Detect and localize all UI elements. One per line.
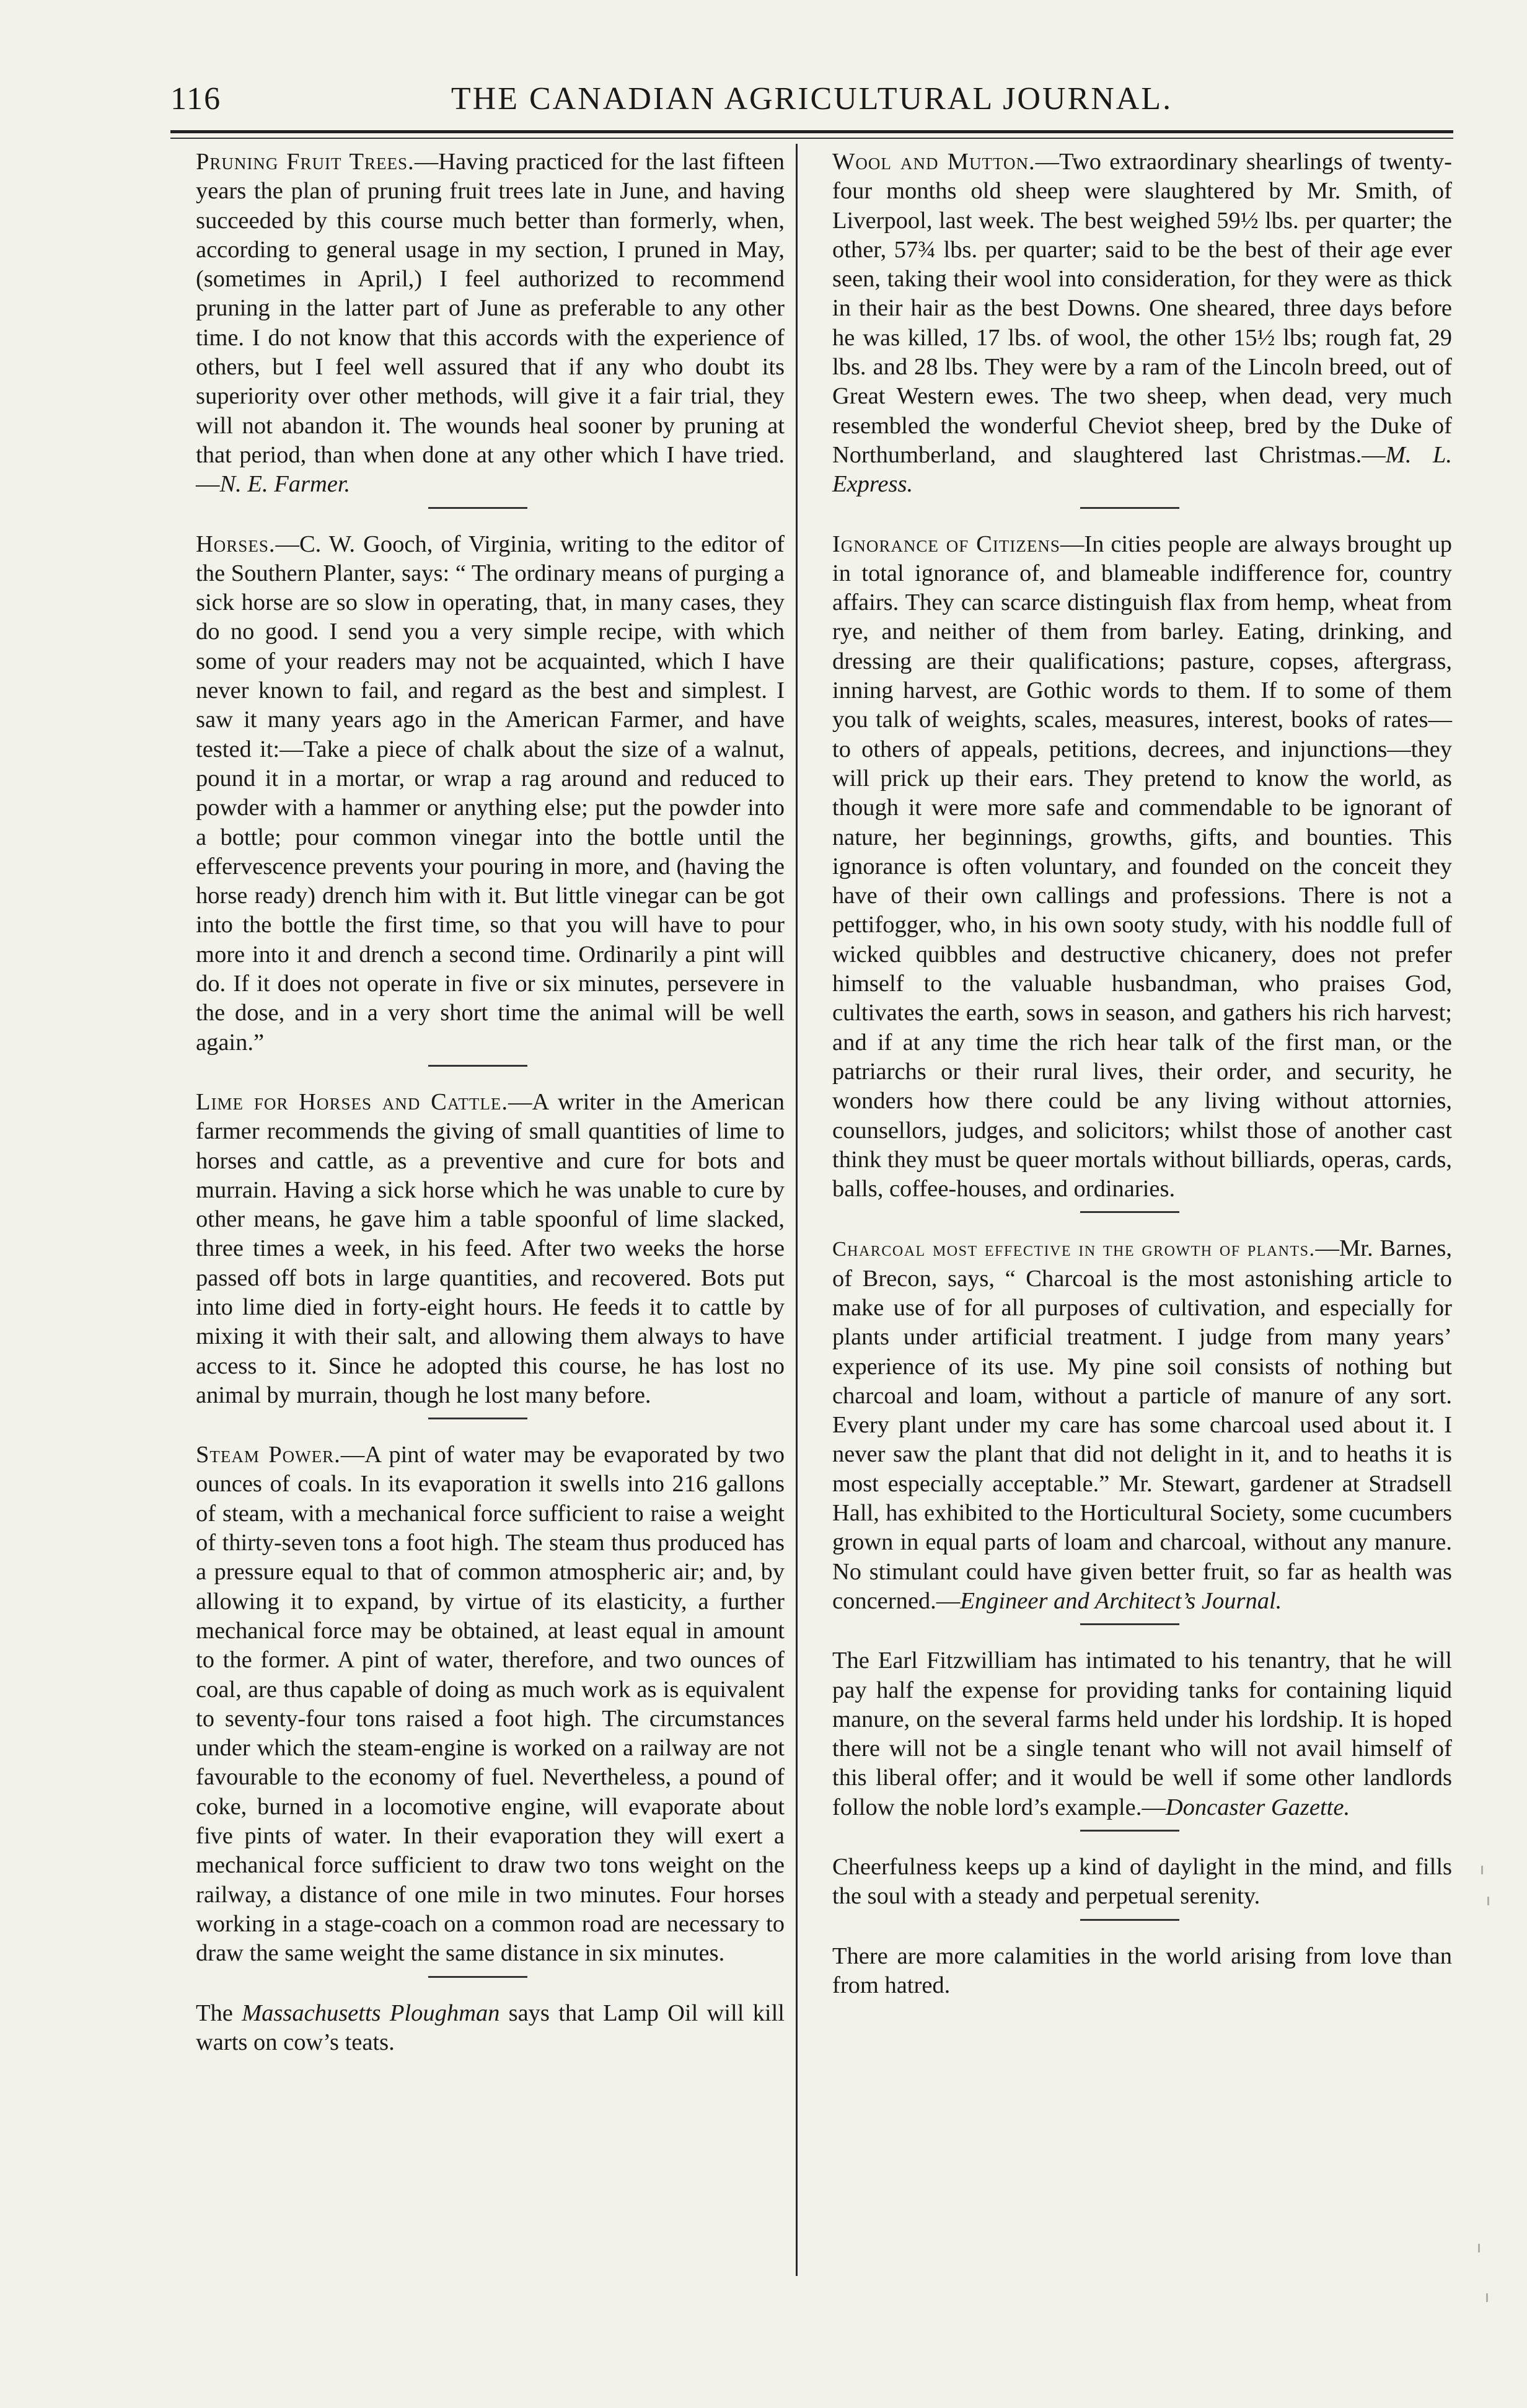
journal-title: THE CANADIAN AGRICULTURAL JOURNAL. — [451, 81, 1173, 117]
print-speck — [1481, 1866, 1483, 1874]
article-heading: Wool and Mutton. — [832, 149, 1036, 175]
article-lime-for-horses-and-cattle — [171, 1088, 785, 1410]
article-source: M. L. Express. — [832, 441, 1452, 498]
article-body: —C. W. Gooch, of Virginia, writing to the editor of the Southern Planter, says: “ The ordinary means of purging a sick horse are so slow in operating, that, in many cases, they do no good. I send you a very simple recipe, with which some of your readers may not be acquainted, which I have never known to fail, and regard as the best and simplest. I saw it many years ago in the American Farmer, and have tested it:—Take a piece of chalk about the size of a walnut, pound it in a mortar, or wrap a rag around and reduced to powder with a hammer or anything else; put the powder into a bottle; pour common vinegar into the bottle until the effervescence prevents your pouring in more, and (having the horse ready) drench him with it. But little vinegar can be got into the bottle the first time, so that you will have to pour more into it and drench a second time. Ordinarily a pint will do. If it does not operate in five or six minutes, persevere in the dose, and in a very short time the animal will be well again.” — [196, 531, 785, 1056]
page-number: 116 — [170, 81, 222, 117]
article-pruning-fruit-trees — [171, 148, 785, 500]
article-source: Engineer and Architect’s Journal. — [960, 1587, 1282, 1614]
article-source: Doncaster Gazette. — [1165, 1794, 1350, 1820]
article-body: —Two extraordinary shearlings of twenty-four months old sheep were slaughtered by Mr. Smith, of Liverpool, last week. The best weighed 59½ lbs. per quarter; the other, 57¾ lbs. per quarter; said to be the best of their age ever seen, taking their wool into consideration, for they were as thick in their hair as the best Downs. One sheared, three days before he was killed, 17 lbs. of wool, the other 15½ lbs; rough fat, 29 lbs. and 28 lbs. They were by a ram of the Lincoln breed, out of Great Western ewes. The two sheep, when dead, very much resembled the wonderful Cheviot sheep, bred by the Duke of Northumberland, and slaughtered last Christmas.— — [832, 149, 1452, 468]
column-divider — [796, 144, 798, 2276]
article-separator-rule — [428, 1065, 527, 1067]
article-cheerfulness — [808, 1853, 1452, 1912]
article-separator-rule — [1080, 1919, 1179, 1921]
article-source: N. E. Farmer. — [219, 471, 351, 498]
right-column — [808, 148, 1452, 2000]
article-separator-rule — [428, 1976, 527, 1978]
article-steam-power — [171, 1440, 785, 1968]
article-body: —A pint of water may be evaporated by two ounces of coals. In its evaporation it swells into 216 gallons of steam, with a mechanical force sufficient to raise a weight of thirty-seven tons a foot high. The steam thus produced has a pressure equal to that of common atmospheric air; and, by allowing it to expand, by virtue of its elasticity, a further mechanical force may be obtained, at least equal in amount to the former. A pint of water, therefore, and two ounces of coal, are thus capable of doing as much work as is equivalent to seventy-four tons raised a foot high. The circumstances under which the steam-engine is worked on a railway are not favourable to the economy of fuel. Nevertheless, a pound of coke, burned in a locomotive engine, will evaporate about five pints of water. In their evaporation they will exert a mechanical force sufficient to draw two tons weight on the railway, a distance of one mile in two minutes. Four horses working in a stage-coach on a common road are necessary to draw the same weight the same distance in six minutes. — [196, 1442, 785, 1967]
article-ignorance-of-citizens — [808, 530, 1452, 1204]
article-heading: Charcoal most effective in the growth of plants. — [832, 1238, 1316, 1261]
article-lamp-oil — [171, 1999, 785, 2058]
article-charcoal — [808, 1234, 1452, 1616]
print-speck — [1486, 2293, 1488, 2302]
article-separator-rule — [1080, 1830, 1179, 1832]
article-body: —A writer in the American farmer recommends the giving of small quantities of lime to horses and cattle, as a preventive and cure for bots and murrain. Having a sick horse which he was unable to cure by other means, he gave him a table spoonful of lime slacked, three times a week, in his feed. After two weeks the horse passed off bots in large quantities, and recovered. Bots put into lime died in forty-eight hours. He feeds it to cattle by mixing it with their salt, and allowing them always to have access to it. Since he adopted this course, he has lost no animal by murrain, though he lost many before. — [196, 1088, 785, 1408]
article-heading: Pruning Fruit Trees. — [196, 149, 415, 175]
article-body: —In cities people are always brought up in total ignorance of, and blameable indifference for, country affairs. They can scarce distinguish flax from hemp, wheat from rye, and neither of them from barley. Eating, drinking, and dressing are their qualifications; pasture, copses, aftergrass, inning harvest, are Gothic words to them. If to some of them you talk of weights, scales, measures, interest, books of rates—to others of appeals, petitions, decrees, and injunctions—they will prick up their ears. They pretend to know the world, as though it were more safe and commendable to be ignorant of nature, her beginnings, growths, gifts, and bounties. This ignorance is often voluntary, and founded on the conceit they have of their own callings and professions. There is not a pettifogger, who, in his own sooty study, with his noddle full of wicked quibbles and destructive chicanery, does not prefer himself to the valuable husbandman, who praises God, cultivates the earth, sows in season, and gathers his rich harvest; and if at any time the rich hear talk of the first man, or the patriarchs or their rural lives, their order, and security, he wonders how there could be any living without attornies, counsellors, judges, and solicitors; whilst those of another cast think they must be queer mortals without billiards, operas, cards, balls, coffee-houses, and ordinaries. — [832, 531, 1452, 1202]
article-separator-rule — [1080, 1623, 1179, 1625]
article-heading: Horses. — [196, 531, 276, 557]
article-separator-rule — [428, 507, 527, 509]
article-body: —Mr. Barnes, of Brecon, says, “ Charcoal is the most astonishing article to make use of for all purposes of cultivation, and especially for plants under artificial treatment. I judge from many years’ experience of its use. My pine soil consists of nothing but charcoal and loam, without a particle of manure of any sort. Every plant under my care has some charcoal used about it. I never saw the plant that did not delight in it, and to heaths it is most especially acceptable.” Mr. Stewart, gardener at Stradsell Hall, has exhibited to the Horticultural Society, some cucumbers grown in equal parts of loam and charcoal, without any manure. No stimulant could have given better fruit, so far as health was concerned.— — [832, 1235, 1452, 1614]
article-body: There are more calamities in the world arising from love than from hatred. — [832, 1943, 1452, 1998]
article-publication-name: Massachusetts Ploughman — [242, 2000, 500, 2026]
left-column — [171, 148, 785, 2057]
article-body: The Earl Fitzwilliam has intimated to his tenantry, that he will pay half the expense for providing tanks for containing liquid manure, on the several farms held under his lordship. It is hoped there will not be a single tenant who will not avail himself of this liberal offer; and it would be well if some other landlords follow the noble lord’s example.— — [832, 1647, 1452, 1820]
article-separator-rule — [1080, 507, 1179, 509]
print-speck — [1487, 1897, 1489, 1905]
article-heading: Steam Power. — [196, 1442, 341, 1468]
header-rule-thick — [170, 130, 1453, 133]
article-horses — [171, 530, 785, 1057]
article-heading: Ignorance of Citizens — [832, 531, 1060, 557]
article-body: —Having practiced for the last fifteen years the plan of pruning fruit trees late in June, and having succeeded by this course much better than formerly, when, according to general usage in my section, I pruned in May, (sometimes in April,) I feel authorized to recommend pruning in the latter part of June as preferable to any other time. I do not know that this accords with the experience of others, but I feel well assured that if any who doubt its superiority over other methods, will give it a fair trial, they will not abandon it. The wounds heal sooner by pruning at that period, than when done at any other which I have tried.— — [196, 149, 785, 498]
article-heading: Lime for Horses and Cattle. — [196, 1088, 508, 1115]
article-separator-rule — [428, 1418, 527, 1419]
article-body-prefix: The — [196, 2000, 242, 2026]
article-earl-fitzwilliam — [808, 1646, 1452, 1822]
article-body: Cheerfulness keeps up a kind of daylight in the mind, and fills the soul with a steady and perpetual serenity. — [832, 1854, 1452, 1910]
article-body: says that Lamp Oil will kill warts on cow’s teats. — [196, 2000, 785, 2055]
header-rule-thin — [170, 138, 1453, 139]
article-wool-and-mutton — [808, 148, 1452, 500]
print-speck — [1478, 2244, 1480, 2252]
running-head — [170, 81, 1453, 124]
article-calamities — [808, 1942, 1452, 2001]
article-separator-rule — [1080, 1211, 1179, 1213]
